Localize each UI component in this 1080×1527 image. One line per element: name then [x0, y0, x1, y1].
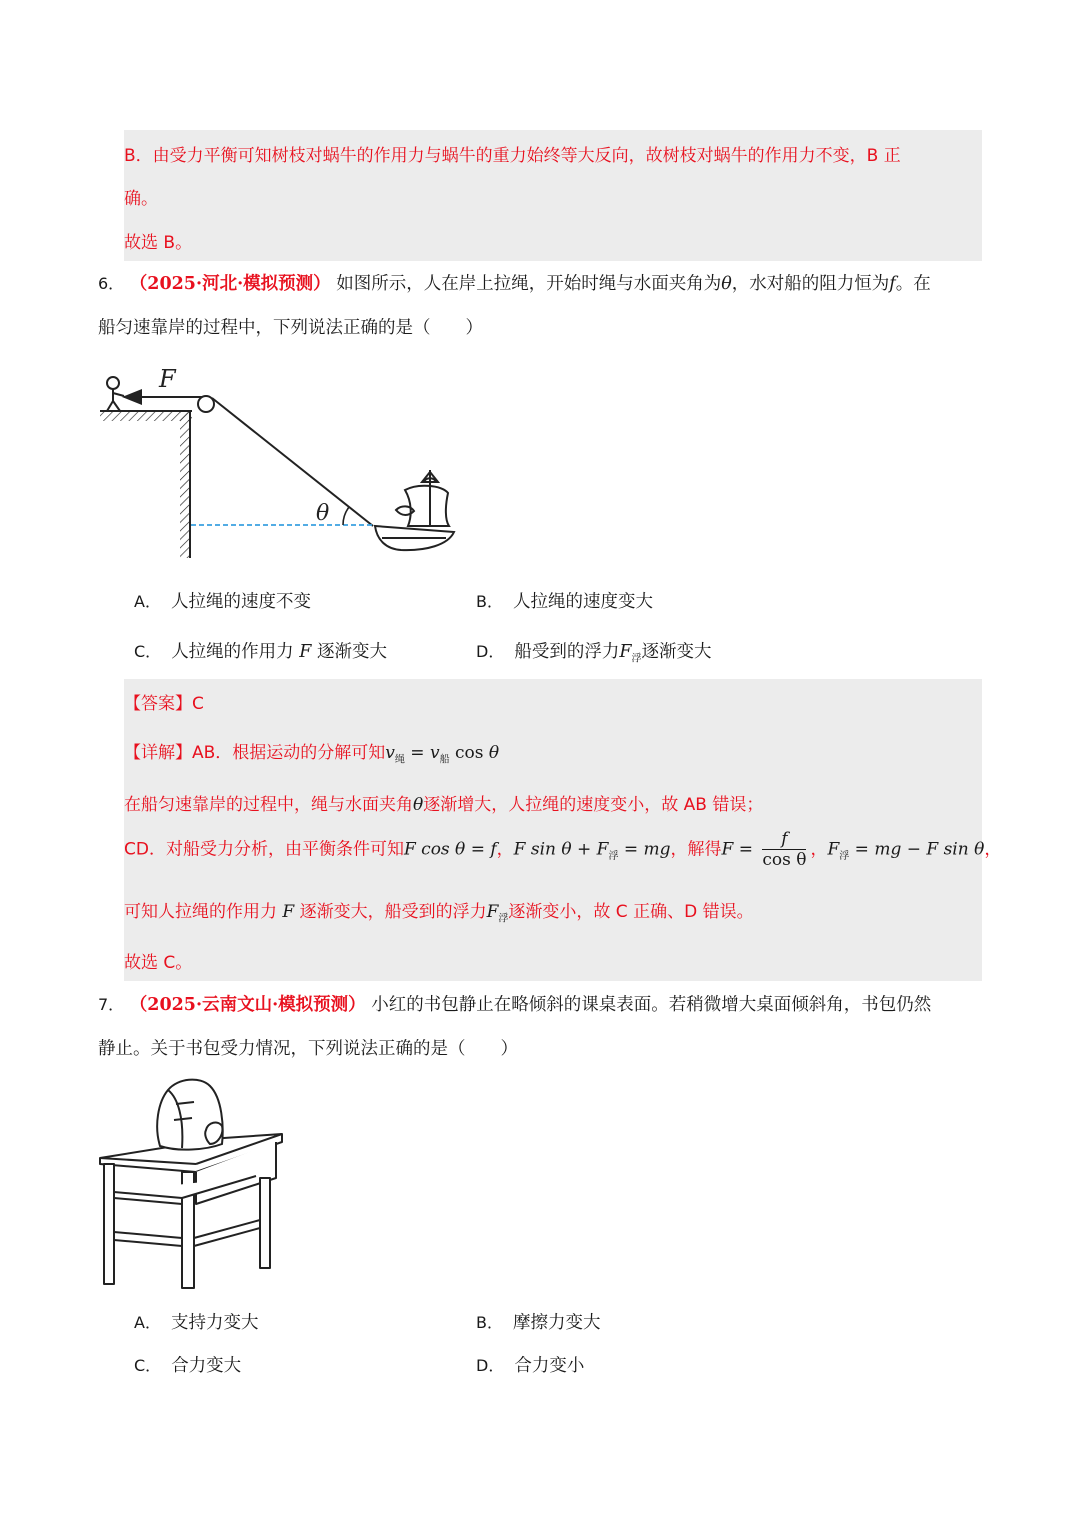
q6-detail-cd-text: CD．对船受力分析，由平衡条件可知 — [124, 839, 404, 860]
q6-detail-cd-frac-den: cos θ — [762, 850, 807, 870]
q6-detail-cd-sep4: ， — [984, 839, 1002, 860]
q6-detail-cd-eq4a: F — [827, 839, 840, 860]
backpack-icon — [157, 1080, 222, 1150]
q6-option-d[interactable] — [476, 638, 711, 665]
q6-option-d-text-1: 船受到的浮力 — [514, 642, 620, 662]
q6-detail-cd-fraction — [762, 829, 806, 870]
q7-stem-line2: 静止。关于书包受力情况，下列说法正确的是（ ） — [98, 1039, 518, 1059]
q6-detail-cd-sep1: ， — [496, 839, 514, 860]
person-icon — [107, 377, 124, 411]
cliff-wall-hatch — [180, 411, 190, 558]
q6-detail-line2-text-1: 在船匀速靠岸的过程中，绳与水面夹角 — [124, 795, 413, 815]
force-label: F — [159, 365, 176, 393]
q6-detail-cd-eq2-sub: 浮 — [608, 850, 619, 862]
q6-detail-line2 — [124, 790, 763, 815]
q6-option-c-text-2: 逐渐变大 — [311, 642, 387, 662]
q7-option-b[interactable] — [476, 1309, 600, 1334]
q6-detail-line4 — [124, 897, 754, 924]
q7-source: （2025·云南文山·模拟预测） — [129, 995, 366, 1015]
angle-arc — [343, 507, 349, 525]
desk-icon — [100, 1134, 282, 1288]
q7-option-c-text: 合力变大 — [171, 1356, 242, 1376]
q7-option-c-letter: C． — [134, 1356, 162, 1375]
q6-detail-cd-eq1: F cos θ = f — [403, 839, 497, 860]
q6-detail-cd-eq2b: = mg — [618, 839, 671, 860]
rope-diagonal — [212, 398, 373, 526]
q6-detail-line4-text-1: 可知人拉绳的作用力 — [124, 902, 283, 922]
q6-detail-line2-theta: θ — [413, 795, 424, 815]
q6-detail-ab-line — [124, 738, 499, 765]
q6-detail-cd-eq2a: F sin θ + F — [513, 839, 609, 860]
q7-option-c[interactable] — [134, 1352, 241, 1377]
q7-option-d-text: 合力变小 — [514, 1356, 585, 1376]
q6-option-d-F: F — [619, 642, 632, 662]
q6-detail-conclusion: 故选 C。 — [124, 953, 193, 973]
q6-detail-v2: v — [429, 743, 440, 763]
q7-option-a-letter: A． — [134, 1313, 161, 1332]
q6-option-c-letter: C． — [134, 642, 162, 661]
q7-option-d[interactable] — [476, 1352, 584, 1377]
q6-option-d-text-2: 逐渐变大 — [641, 642, 712, 662]
q6-option-b-letter: B． — [476, 592, 503, 611]
q6-answer-line — [124, 689, 204, 714]
q6-detail-ab-text: AB．根据运动的分解可知 — [192, 743, 386, 763]
shore-top-hatch — [100, 411, 192, 421]
q6-f: f — [889, 274, 896, 294]
q6-stem-text-1: 如图所示，人在岸上拉绳，开始时绳与水面夹角为 — [336, 274, 722, 294]
q6-option-c[interactable] — [134, 638, 387, 663]
prev-solution-line-b2: 确。 — [124, 189, 158, 209]
q6-option-c-F: F — [299, 642, 312, 662]
q6-option-a-letter: A． — [134, 592, 161, 611]
q6-option-b[interactable] — [476, 588, 653, 613]
q6-detail-label: 【详解】 — [124, 743, 192, 763]
q6-detail-cos: cos — [449, 743, 489, 763]
angle-label: θ — [316, 501, 330, 526]
q6-detail-line2-text-2: 逐渐增大，人拉绳的速度变小，故 AB 错误； — [423, 795, 764, 815]
q7-option-d-letter: D． — [476, 1356, 505, 1375]
q6-detail-cd-sep2: ，解得 — [670, 839, 722, 860]
q6-option-a-text: 人拉绳的速度不变 — [170, 592, 311, 612]
q6-figure — [96, 360, 466, 565]
q6-detail-sub2: 船 — [439, 754, 450, 766]
q7-stem-line1 — [98, 991, 931, 1016]
q6-detail-cd-eq3-lhs: F = — [721, 839, 759, 860]
q6-option-d-letter: D． — [476, 642, 505, 661]
prev-solution-line-b1: B．由受力平衡可知树枝对蜗牛的作用力与蜗牛的重力始终等大反向，故树枝对蜗牛的作用力不变，B 正 — [124, 146, 901, 166]
q6-number: 6． — [98, 274, 125, 293]
q6-option-c-text-1: 人拉绳的作用力 — [171, 642, 300, 662]
q6-detail-line4-text-3: 逐渐变小，故 C 正确、D 错误。 — [508, 902, 754, 922]
q6-answer-label: 【答案】 — [124, 694, 192, 714]
q6-detail-cd-sep3: ， — [810, 839, 828, 860]
q6-option-a[interactable] — [134, 588, 311, 613]
q7-stem-text-1: 小红的书包静止在略倾斜的课桌表面。若稍微增大桌面倾斜角，书包仍然 — [371, 995, 932, 1015]
q6-answer-value: C — [192, 694, 204, 714]
q6-stem-text-2: ，水对船的阻力恒为 — [731, 274, 890, 294]
boat-icon — [375, 470, 454, 550]
prev-solution-conclusion: 故选 B。 — [124, 233, 193, 253]
q6-option-b-text: 人拉绳的速度变大 — [512, 592, 653, 612]
q7-option-b-letter: B． — [476, 1313, 503, 1332]
q6-detail-line4-sub: 浮 — [498, 913, 509, 925]
q6-source: （2025·河北·模拟预测） — [129, 274, 331, 294]
q6-detail-cd-eq4-sub: 浮 — [839, 850, 850, 862]
q6-detail-eq: = — [404, 743, 430, 763]
q6-detail-v1: v — [385, 743, 395, 763]
q6-detail-theta: θ — [488, 743, 500, 763]
q6-option-d-sub: 浮 — [631, 653, 642, 665]
q6-detail-sub1: 绳 — [394, 754, 405, 766]
q7-option-a-text: 支持力变大 — [170, 1313, 259, 1333]
prev-solution-box — [124, 130, 982, 261]
q6-answer-box — [124, 679, 1002, 981]
q6-detail-cd-eq4b: = mg − F sin θ — [849, 839, 985, 860]
q6-detail-line4-F: F — [282, 902, 295, 922]
q6-stem-line2: 船匀速靠岸的过程中，下列说法正确的是（ ） — [98, 318, 483, 338]
q7-option-a[interactable] — [134, 1309, 258, 1334]
q6-theta: θ — [721, 274, 732, 294]
q6-detail-cd-frac-num: f — [762, 829, 806, 850]
q7-figure — [96, 1074, 288, 1292]
q6-detail-line4-F2: F — [486, 902, 499, 922]
q6-stem-line1 — [98, 270, 931, 295]
pulley-icon — [198, 396, 214, 412]
q7-option-b-text: 摩擦力变大 — [512, 1313, 601, 1333]
q6-detail-line4-text-2: 逐渐变大，船受到的浮力 — [294, 902, 487, 922]
q6-detail-cd-line — [124, 829, 1001, 870]
q6-stem-text-3: 。在 — [895, 274, 931, 294]
q7-number: 7． — [98, 995, 125, 1014]
